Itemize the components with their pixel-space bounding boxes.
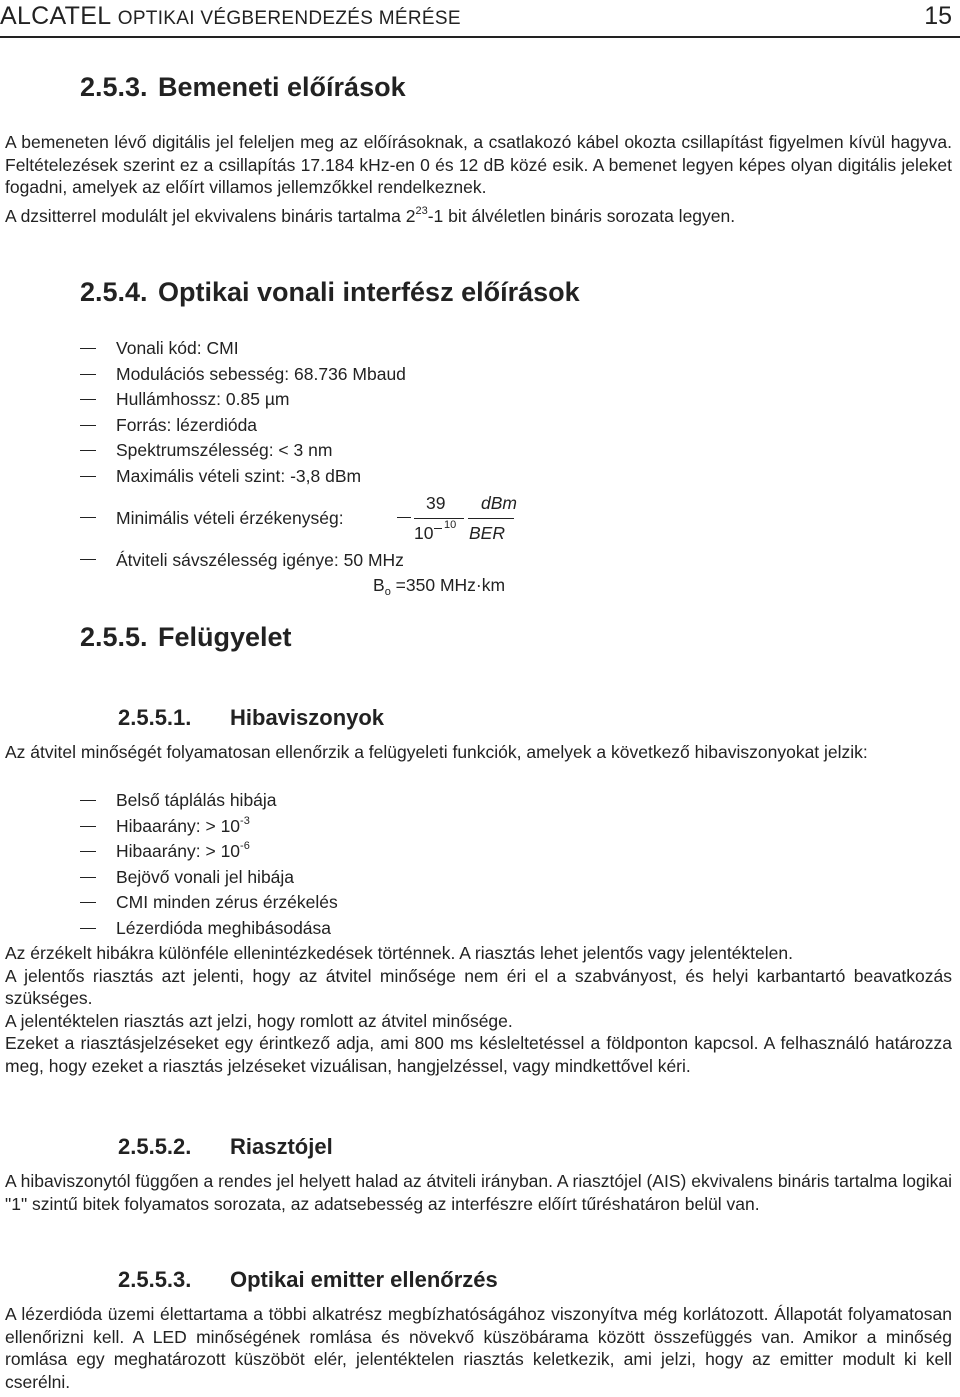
section-number: 2.5.3. (80, 72, 148, 102)
header-brand: ALCATEL (0, 2, 111, 30)
section-2-5-3-body (5, 131, 952, 230)
subsection-heading-2-5-5-1 (118, 705, 384, 731)
section-number: 2.5.5.2. (118, 1134, 192, 1159)
dash-bullet (80, 348, 96, 349)
page-header (0, 0, 960, 38)
section-title: Optikai emitter ellenőrzés (230, 1267, 498, 1292)
list-item (80, 865, 338, 891)
list-item-text: Spektrumszélesség: < 3 nm (116, 440, 333, 460)
section-number: 2.5.4. (80, 277, 148, 307)
list-item-text: Lézerdióda meghibásodása (116, 917, 332, 938)
bandwidth-item (80, 547, 580, 573)
fault-condition-list (80, 788, 338, 941)
list-item-text: Vonali kód: CMI (116, 338, 239, 358)
dash-bullet (80, 559, 96, 560)
text-run: -1 bit álvéletlen bináris sorozata legyen. (427, 205, 736, 226)
paragraph: A jelentős riasztás azt jelenti, hogy az átvitel minősége nem éri el a szabványost, és helyi karbantartó beavatkozás szükséges. (5, 965, 952, 1008)
minus-sign (397, 517, 411, 518)
list-item-text: Hibaarány: > 10 (116, 841, 241, 861)
paragraph-intro: Az átvitel minőségét folyamatosan ellenőrzik a felügyeleti funkciók, amelyek a következő hibaviszonyokat jelzik: (5, 742, 868, 762)
bandwidth-length-product (373, 572, 505, 601)
fraction-bar (414, 518, 464, 519)
exponent: -6 (240, 840, 250, 852)
dash-bullet (80, 450, 96, 451)
list-item (80, 788, 338, 814)
paragraph: A bemeneten lévő digitális jel feleljen meg az előírásoknak, a csatlakozó kábel okozta csillapítást figyelmen kívül hagyva. Feltételezések szerint ez a csillapítás 17.184 kHz-en 0 és 12 dB közé esik. A bemenet legyen képes olyan digitális jeleket fogadni, amelyek az előírt villamos jellemzőkkel rendelkeznek. (5, 132, 952, 197)
list-item-text: Hibaarány: > 10 (116, 815, 241, 836)
header-title (0, 2, 461, 31)
section-title: Hibaviszonyok (230, 705, 385, 730)
dash-bullet (80, 826, 96, 827)
list-item (80, 438, 406, 464)
list-item (80, 839, 338, 865)
list-item-text: Átviteli sávszélesség igénye: 50 MHz (116, 550, 404, 570)
dash-bullet (80, 425, 96, 426)
exponent: -3 (240, 814, 250, 827)
section-title: Felügyelet (158, 622, 292, 652)
list-item-text: Hullámhossz: 0.85 µm (116, 389, 290, 409)
section-title: Riasztójel (230, 1134, 333, 1159)
section-heading-2-5-5 (80, 622, 292, 653)
list-item-text: Maximális vételi szint: -3,8 dBm (116, 465, 362, 486)
unit-numerator: dBm (481, 493, 517, 513)
section-2-5-5-1-body (5, 942, 952, 1077)
paragraph: A lézerdióda üzemi élettartama a többi alkatrész megbízhatóságához viszonyítva még korlátozott. Állapotát folyamatosan ellenőrizni kell. A LED minőségének romlása és növekvő küszöbárama között összefüggés van. Amikor a minőség romlása egy meghatározott küszöböt elér, jelentéktelen riasztás keletkezik, ami jelzi, hogy az emitter modult ki kell cserélni. (5, 1304, 952, 1392)
section-title: Bemeneti előírások (158, 72, 406, 102)
list-item (80, 362, 406, 388)
value: =350 MHz·km (390, 575, 506, 595)
exponent: 23 (415, 204, 428, 217)
symbol: B (373, 575, 385, 595)
dash-bullet (80, 877, 96, 878)
list-item-text: Bejövő vonali jel hibája (116, 866, 295, 887)
paragraph-binary-content (5, 205, 952, 231)
list-item-text: Modulációs sebesség: 68.736 Mbaud (116, 363, 406, 384)
list-item-text: Forrás: lézerdióda (116, 414, 258, 435)
section-title: Optikai vonali interfész előírások (158, 277, 580, 307)
list-item (80, 814, 338, 840)
list-item (80, 413, 406, 439)
section-heading-2-5-3 (80, 72, 406, 103)
section-number: 2.5.5.3. (118, 1267, 192, 1292)
dash-bullet (80, 800, 96, 801)
dash-bullet (80, 399, 96, 400)
section-number: 2.5.5.1. (118, 705, 192, 730)
dash-bullet (80, 517, 96, 518)
paragraph: A hibaviszonytól függően a rendes jel helyett halad az átviteli irányban. A riasztójel (AIS) ekvivalens bináris tartalma logikai "1" szintű bitek folyamatos sorozata, az adatsebesség az interfészre előírt tűréshatáron belül van. (5, 1171, 952, 1214)
fraction-bar-unit (468, 518, 514, 519)
list-item-text: Belső táplálás hibája (116, 790, 277, 810)
list-item-text: CMI minden zérus érzékelés (116, 892, 338, 912)
section-number: 2.5.5. (80, 622, 148, 652)
dash-bullet (80, 476, 96, 477)
paragraph: Az érzékelt hibákra különféle ellenintézkedések történnek. A riasztás lehet jelentős vagy jelentéktelen. (5, 943, 793, 963)
paragraph: A jelentéktelen riasztás azt jelzi, hogy romlott az átvitel minősége. (5, 1010, 513, 1031)
fraction-denominator: 10 (414, 523, 434, 543)
list-item-text: Minimális vételi érzékenység: (116, 508, 344, 528)
subscript: o (384, 586, 391, 598)
paragraph: Ezeket a riasztásjelzéseket egy érintkező adja, ami 800 ms késleltetéssel a földponton kapcsol. A felhasználó határozza meg, hogy ezeket a riasztás jelzéseket vizuálisan, hangjelzéssel, vagy mindkettővel kéri. (5, 1033, 952, 1076)
dash-bullet (80, 851, 96, 852)
exponent-minus (434, 528, 442, 529)
header-subtitle: OPTIKAI VÉGBERENDEZÉS MÉRÉSE (117, 8, 461, 29)
list-item (80, 890, 338, 916)
text-run: A dzsitterrel modulált jel ekvivalens bináris tartalma 2 (5, 205, 416, 226)
subsection-heading-2-5-5-3 (118, 1267, 498, 1293)
list-item (80, 916, 338, 942)
dash-bullet (80, 902, 96, 903)
list-item (80, 336, 406, 362)
unit-denominator: BER (469, 523, 505, 543)
dash-bullet (80, 374, 96, 375)
fraction-numerator: 39 (426, 493, 446, 513)
list-item (80, 464, 406, 490)
section-heading-2-5-4 (80, 277, 580, 308)
interface-spec-list (80, 336, 406, 489)
subsection-heading-2-5-5-2 (118, 1134, 333, 1160)
page-number: 15 (924, 2, 952, 30)
fraction-exponent: 10 (444, 519, 457, 531)
dash-bullet (80, 928, 96, 929)
list-item (80, 387, 406, 413)
